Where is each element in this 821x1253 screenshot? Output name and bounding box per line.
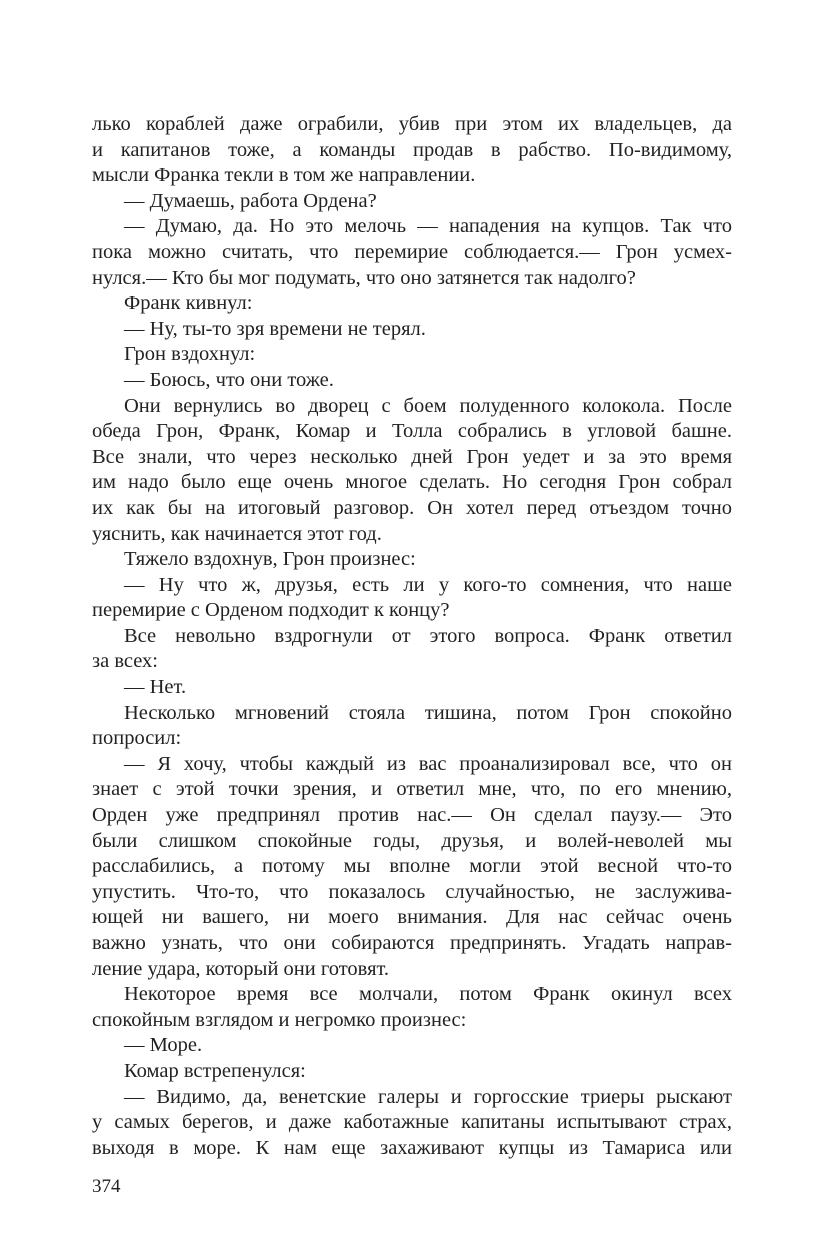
text-line: — Видимо, да, венетские галеры и горгосские триеры рыскают — [124, 1085, 732, 1108]
text-line: — Ну, ты-то зря времени не терял. — [124, 317, 426, 340]
text-line: ление удара, который они готовят. — [92, 957, 390, 980]
text-line: — Боюсь, что они тоже. — [124, 368, 334, 391]
text-line: упустить. Что-то, что показалось случайностью, не заслужива- — [92, 880, 732, 903]
text-line: спокойным взглядом и негромко произнес: — [92, 1008, 467, 1031]
text-line: пока можно считать, что перемирие соблюдается.— Грон усмех- — [92, 240, 732, 263]
text-line: — Ну что ж, друзья, есть ли у кого-то сомнения, что наше — [124, 573, 732, 596]
text-line: Грон вздохнул: — [124, 343, 256, 366]
text-line: Комар встрепенулся: — [124, 1059, 306, 1082]
text-line: обеда Грон, Франк, Комар и Толла собрались в угловой башне. — [92, 420, 732, 443]
text-line: Орден уже предпринял против нас.— Он сделал паузу.— Это — [92, 804, 732, 827]
text-line: Несколько мгновений стояла тишина, потом Грон спокойно — [124, 701, 732, 724]
text-line: перемирие с Орденом подходит к концу? — [92, 599, 450, 622]
text-line: расслабились, а потому мы вполне могли этой весной что-то — [92, 855, 732, 878]
text-line: выходя в море. К нам еще захаживают купцы из Тамариса или — [92, 1136, 732, 1159]
text-line: — Море. — [124, 1034, 203, 1057]
text-line: ющей ни вашего, ни моего внимания. Для нас сейчас очень — [92, 906, 732, 929]
text-line: у самых берегов, и даже каботажные капитаны испытывают страх, — [92, 1111, 732, 1134]
text-line: знает с этой точки зрения, и ответил мне, что, по его мнению, — [92, 778, 732, 801]
text-line: — Думаешь, работа Ордена? — [124, 189, 377, 212]
text-line: лько кораблей даже ограбили, убив при этом их владельцев, да — [92, 113, 732, 135]
text-line: Некоторое время все молчали, потом Франк окинул всех — [124, 983, 732, 1006]
text-line: им надо было еще очень многое сделать. Но сегодня Грон собрал — [92, 471, 732, 494]
text-line: нулся.— Кто бы мог подумать, что оно затянется так надолго? — [92, 266, 636, 289]
text-line: были слишком спокойные годы, друзья, и волей-неволей мы — [92, 829, 732, 852]
text-line: — Думаю, да. Но это мелочь — нападения на купцов. Так что — [124, 215, 732, 238]
page-number: 374 — [92, 1176, 121, 1197]
text-line: Франк кивнул: — [124, 292, 253, 315]
text-line: Они вернулись во дворец с боем полуденного колокола. После — [124, 394, 732, 417]
text-line: мысли Франка текли в том же направлении. — [92, 164, 476, 187]
text-line: Все знали, что через несколько дней Грон уедет и за это время — [92, 445, 732, 468]
text-line: уяснить, как начинается этот год. — [92, 522, 382, 545]
text-line: попросил: — [92, 727, 182, 750]
text-line: — Нет. — [124, 676, 187, 699]
text-line: — Я хочу, чтобы каждый из вас проанализировал все, что он — [124, 752, 732, 775]
text-line: Все невольно вздрогнули от этого вопроса. Франк ответил — [124, 624, 732, 647]
text-line: и капитанов тоже, а команды продав в рабство. По-видимому, — [92, 138, 732, 161]
text-line: их как бы на итоговый разговор. Он хотел перед отъездом точно — [92, 496, 732, 519]
text-line: важно узнать, что они собираются предпринять. Угадать направ- — [92, 932, 732, 954]
page-body-text — [92, 112, 732, 1161]
text-line: Тяжело вздохнув, Грон произнес: — [124, 548, 416, 571]
text-line: за всех: — [92, 650, 159, 673]
